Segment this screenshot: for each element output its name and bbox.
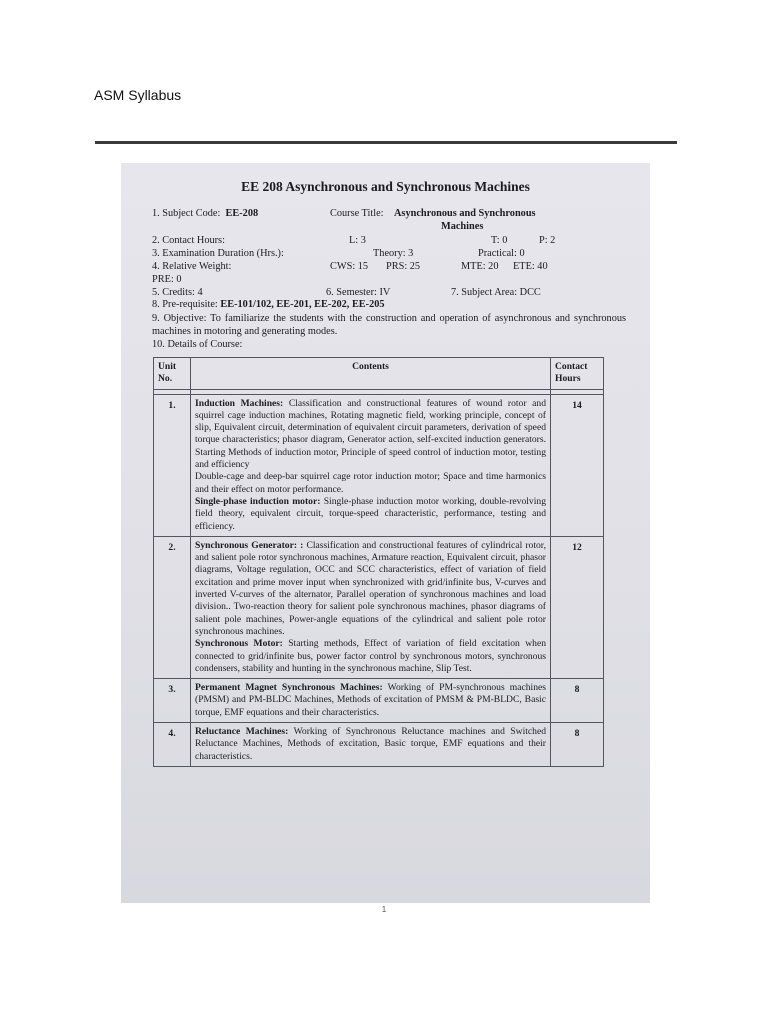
subject-area: 7. Subject Area: DCC xyxy=(451,287,541,298)
objective: 9. Objective: To familiarize the students with the construction and operation of asynchronous and synchronous machines in motoring and generating modes. xyxy=(152,313,626,337)
subject-code-value: EE-208 xyxy=(225,208,259,219)
lecture-hours: L: 3 xyxy=(349,235,366,246)
course-title-label: Course Title: xyxy=(330,208,384,219)
prerequisite-line xyxy=(152,299,385,311)
document-title: EE 208 Asynchronous and Synchronous Machines xyxy=(241,179,530,194)
exam-duration-label: 3. Examination Duration (Hrs.): xyxy=(152,248,284,259)
subject-code-label: 1. Subject Code: xyxy=(152,208,221,219)
details-label: 10. Details of Course: xyxy=(152,339,243,350)
col-header-unit: Unit No. xyxy=(154,358,191,390)
unit-heading: Reluctance Machines: xyxy=(195,726,289,738)
semester: 6. Semester: IV xyxy=(326,287,391,298)
table-header-row xyxy=(154,358,604,390)
unit-heading: Synchronous Motor: xyxy=(195,638,283,650)
mte-weight: MTE: 20 xyxy=(461,261,499,272)
unit-number: 3. xyxy=(154,679,191,723)
prs-weight: PRS: 25 xyxy=(386,261,421,272)
unit-contents xyxy=(191,394,551,536)
col-header-contents: Contents xyxy=(191,358,551,390)
unit-number: 2. xyxy=(154,536,191,678)
unit-text: Double-cage and deep-bar squirrel cage rotor induction motor; Space and time harmonics and their effect on motor performance. xyxy=(195,471,546,495)
unit-heading: Synchronous Generator: : xyxy=(195,539,304,551)
unit-text: Classification and constructional features of wound rotor and squirrel cage induction machines, Rotating magnetic field, working principle, concept of slip, Equivalent circuit, determination of equivalent circuit parameters, derivation of speed torque characteristics; phasor diagram, Generator action, self-excited induction generators. Starting Methods of induction motor, Principle of speed control of induction motor, testing and efficiency xyxy=(195,397,546,471)
table-row xyxy=(154,536,604,678)
unit-number: 1. xyxy=(154,394,191,536)
course-title-line1: Asynchronous and Synchronous xyxy=(394,208,536,219)
contact-hours-label: 2. Contact Hours: xyxy=(152,235,225,246)
page-number: 1 xyxy=(381,905,387,914)
table-row xyxy=(154,394,604,536)
practical-duration: Practical: 0 xyxy=(478,248,525,259)
relative-weight-label: 4. Relative Weight: xyxy=(152,261,232,272)
theory-duration: Theory: 3 xyxy=(373,248,414,259)
col-header-hours: Contact Hours xyxy=(551,358,604,390)
unit-text: Starting methods, Effect of variation of field excitation when connected to grid/infinite bus, power factor control by synchronous motors, synchronous condensers, stability and hunting in the synchronous machine, Slip Test. xyxy=(195,638,546,674)
unit-text: Working of PM-synchronous machines (PMSM) and PM-BLDC Machines, Methods of excitation of PMSM & PM-BLDC, Basic torque, EMF equations and their characteristics. xyxy=(195,682,547,718)
prerequisite-label: 8. Pre-requisite: xyxy=(152,299,218,310)
cws-weight: CWS: 15 xyxy=(330,261,369,272)
unit-contents xyxy=(191,679,551,723)
unit-contents xyxy=(191,723,551,767)
header-divider xyxy=(95,141,677,144)
course-title-line2: Machines xyxy=(441,221,484,232)
contact-hours: 14 xyxy=(551,394,604,536)
unit-heading: Permanent Magnet Synchronous Machines: xyxy=(195,682,383,694)
unit-heading: Induction Machines: xyxy=(195,397,284,409)
practical-hours: P: 2 xyxy=(539,235,556,246)
course-details-table xyxy=(153,357,604,767)
unit-text: Classification and constructional features of cylindrical rotor, and salient pole rotor synchronous machines, Armature reaction, Equivalent circuit, phasor diagrams, Voltage regulation, OCC and SCC characteristics, effect of variation of field excitation and prime mover input when synchronized with grid/infinite bus, V-curves and inverted V-curves of the alternator, Parallel operation of synchronous machines and load division.. Two-reaction theory for salient pole synchronous machines, phasor diagrams of salient pole machines, Power-angle equations of the cylindrical and salient pole rotor synchronous machines. xyxy=(195,539,546,637)
contact-hours: 8 xyxy=(551,679,604,723)
page-header-title: ASM Syllabus xyxy=(94,87,182,103)
unit-text: Single-phase induction motor working, double-revolving field theory, equivalent circuit, torque-speed characteristic, performance, testing and efficiency. xyxy=(195,495,546,532)
credits: 5. Credits: 4 xyxy=(152,287,203,298)
unit-contents xyxy=(191,536,551,678)
tutorial-hours: T: 0 xyxy=(491,235,508,246)
contact-hours: 12 xyxy=(551,536,604,678)
ete-weight: ETE: 40 xyxy=(513,261,548,272)
unit-heading: Single-phase induction motor: xyxy=(195,495,321,507)
pre-weight: PRE: 0 xyxy=(152,274,182,285)
table-row xyxy=(154,723,604,767)
unit-number: 4. xyxy=(154,723,191,767)
unit-text: Working of Synchronous Reluctance machines and Switched Reluctance Machines, Methods of excitation, Basic torque, EMF equations and their characteristics. xyxy=(195,726,547,762)
contact-hours: 8 xyxy=(551,723,604,767)
prerequisite-value: EE-101/102, EE-201, EE-202, EE-205 xyxy=(220,299,385,310)
table-row xyxy=(154,679,604,723)
scanned-syllabus-image xyxy=(121,163,650,903)
subject-code-line xyxy=(152,208,258,220)
